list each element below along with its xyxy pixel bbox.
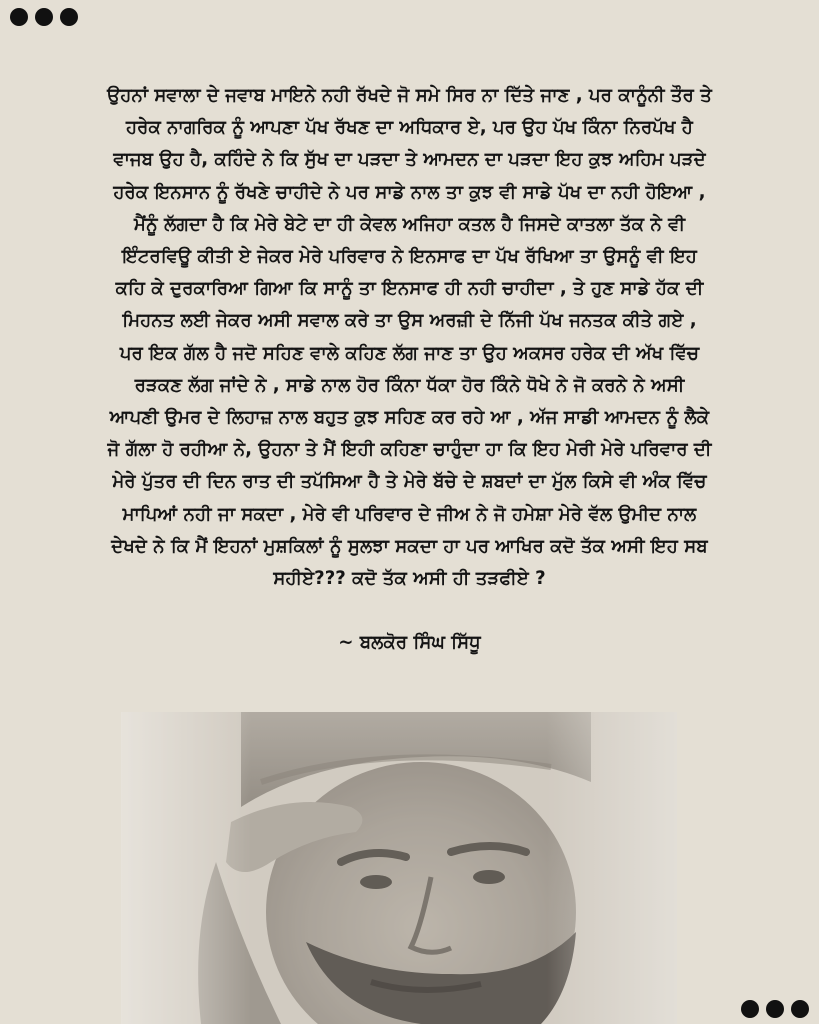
post-body-text: ਉਹਨਾਂ ਸਵਾਲਾ ਦੇ ਜਵਾਬ ਮਾਇਨੇ ਨਹੀ ਰੱਖਦੇ ਜੋ ਸਮੇ ਸਿਰ ਨਾ ਦਿੱਤੇ ਜਾਣ , ਪਰ ਕਾਨੂੰਨੀ ਤੌਰ ਤੇ ਹਰੇਕ ਨਾਗਰਿਕ ਨੂੰ ਆਪਣਾ ਪੱਖ ਰੱਖਣ ਦਾ ਅਧਿਕਾਰ ਏ, ਪਰ ਉਹ ਪੱਖ ਕਿੰਨਾ ਨਿਰਪੱਖ ਹੈ ਵਾਜਬ ਉਹ ਹੈ, ਕਹਿੰਦੇ ਨੇ ਕਿ ਸੁੱਖ ਦਾ ਪੜਦਾ ਤੇ ਆਮਦਨ ਦਾ ਪੜਦਾ ਇਹ ਕੁਝ ਅਹਿਮ ਪੜਦੇ ਹਰੇਕ ਇਨਸਾਨ ਨੂੰ ਰੱਖਣੇ ਚਾਹੀਦੇ ਨੇ ਪਰ ਸਾਡੇ ਨਾਲ ਤਾ ਕੁਝ ਵੀ ਸਾਡੇ ਪੱਖ ਦਾ ਨਹੀ ਹੋਇਆ , ਮੈਂਨੂੰ ਲੱਗਦਾ ਹੈ ਕਿ ਮੇਰੇ ਬੇਟੇ ਦਾ ਹੀ ਕੇਵਲ ਅਜਿਹਾ ਕਤਲ ਹੈ ਜਿਸਦੇ ਕਾਤਲਾ ਤੱਕ ਨੇ ਵੀ ਇੰਟਰਵਿਊ ਕੀਤੀ ਏ ਜੇਕਰ ਮੇਰੇ ਪਰਿਵਾਰ ਨੇ ਇਨਸਾਫ ਦਾ ਪੱਖ ਰੱਖਿਆ ਤਾ ਉਸਨੂੰ ਵੀ ਇਹ ਕਹਿ ਕੇ ਦੁਰਕਾਰਿਆ ਗਿਆ ਕਿ ਸਾਨੂੰ ਤਾ ਇਨਸਾਫ ਹੀ ਨਹੀ ਚਾਹੀਦਾ , ਤੇ ਹੁਣ ਸਾਡੇ ਹੱਕ ਦੀ ਮਿਹਨਤ ਲਈ ਜੇਕਰ ਅਸੀ ਸਵਾਲ ਕਰੇ ਤਾ ਉਸ ਅਰਜ਼ੀ ਦੇ ਨਿੱਜੀ ਪੱਖ ਜਨਤਕ ਕੀਤੇ ਗਏ , ਪਰ ਇਕ ਗੱਲ ਹੈ ਜਦੋ ਸਹਿਣ ਵਾਲੇ ਕਹਿਣ ਲੱਗ ਜਾਣ ਤਾ ਉਹ ਅਕਸਰ ਹਰੇਕ ਦੀ ਅੱਖ ਵਿੱਚ ਰੜਕਣ ਲੱਗ ਜਾਂਦੇ ਨੇ , ਸਾਡੇ ਨਾਲ ਹੋਰ ਕਿੰਨਾ ਧੱਕਾ ਹੋਰ ਕਿੰਨੇ ਧੋਖੇ ਨੇ ਜੋ ਕਰਨੇ ਨੇ ਅਸੀ ਆਪਣੀ ਉਮਰ ਦੇ ਲਿਹਾਜ਼ ਨਾਲ ਬਹੁਤ ਕੁਝ ਸਹਿਣ ਕਰ ਰਹੇ ਆ , ਅੱਜ ਸਾਡੀ ਆਮਦਨ ਨੂੰ ਲੈਕੇ ਜੋ ਗੱਲਾ ਹੋ ਰਹੀਆ ਨੇ, ਉਹਨਾ ਤੇ ਮੈਂ ਇਹੀ ਕਹਿਣਾ ਚਾਹੁੰਦਾ ਹਾ ਕਿ ਇਹ ਮੇਰੀ ਮੇਰੇ ਪਰਿਵਾਰ ਦੀ ਮੇਰੇ ਪੁੱਤਰ ਦੀ ਦਿਨ ਰਾਤ ਦੀ ਤਪੱਸਿਆ ਹੈ ਤੇ ਮੇਰੇ ਬੱਚੇ ਦੇ ਸ਼ਬਦਾਂ ਦਾ ਮੁੱਲ ਕਿਸੇ ਵੀ ਅੰਕ ਵਿੱਚ ਮਾਪਿਆਂ ਨਹੀ ਜਾ ਸਕਦਾ , ਮੇਰੇ ਵੀ ਪਰਿਵਾਰ ਦੇ ਜੀਅ ਨੇ ਜੋ ਹਮੇਸ਼ਾ ਮੇਰੇ ਵੱਲ ਉਮੀਦ ਨਾਲ ਦੇਖਦੇ ਨੇ ਕਿ ਮੈਂ ਇਹਨਾਂ ਮੁਸ਼ਕਿਲਾਂ ਨੂੰ ਸੁਲਝਾ ਸਕਦਾ ਹਾ ਪਰ ਆਖਿਰ ਕਦੋ ਤੱਕ ਅਸੀ ਇਹ ਸਬ ਸਹੀਏ??? ਕਦੋ ਤੱਕ ਅਸੀ ਹੀ ਤੜਫੀਏ ? [107, 85, 712, 590]
menu-dots-icon [10, 8, 78, 26]
portrait-photo [121, 712, 677, 1024]
menu-dots-icon [741, 1000, 809, 1018]
author-signature: ~ ਬਲਕੋਰ ਸਿੰਘ ਸਿੱਧੂ [338, 632, 481, 653]
